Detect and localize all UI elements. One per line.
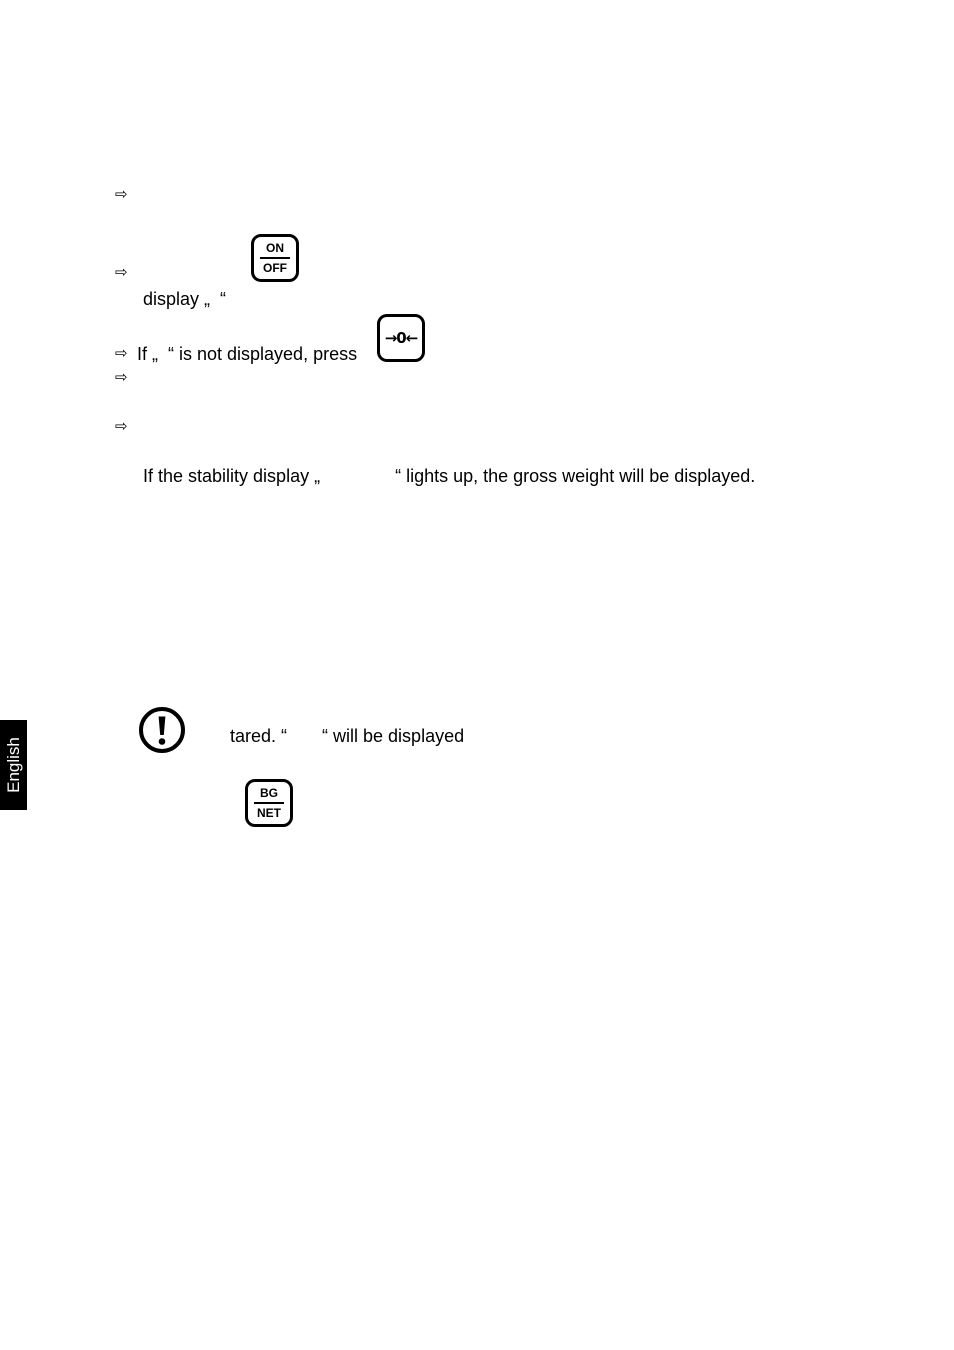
key-divider <box>254 802 284 804</box>
on-off-key-top-label: ON <box>266 241 284 255</box>
display-text: display „ “ <box>143 289 227 309</box>
notice-text: tared. “ “ will be displayed <box>230 726 465 746</box>
bullet-arrow-icon: ⇨ <box>115 185 128 203</box>
bullet-arrow-icon: ⇨ <box>115 368 128 386</box>
key-divider <box>260 257 290 259</box>
stability-text: If the stability display „ “ lights up, the gross weight will be displayed. <box>143 466 756 486</box>
bullet-arrow-icon: ⇨ <box>115 344 128 362</box>
bullet-arrow-icon: ⇨ <box>115 263 128 281</box>
zero-key-icon <box>377 314 425 362</box>
bg-net-key-bottom-label: NET <box>257 806 281 820</box>
bg-net-key-icon <box>245 779 293 827</box>
language-tab <box>0 720 27 810</box>
zero-instruction-text: If „ “ is not displayed, press <box>137 344 358 364</box>
on-off-key-bottom-label: OFF <box>263 261 287 275</box>
bg-net-key-top-label: BG <box>260 786 278 800</box>
on-off-key-icon <box>251 234 299 282</box>
bullet-arrow-icon: ⇨ <box>115 417 128 435</box>
exclamation-circle-icon <box>138 706 186 754</box>
zero-key-label: →0← <box>384 329 418 347</box>
language-tab-label: English <box>3 737 23 793</box>
